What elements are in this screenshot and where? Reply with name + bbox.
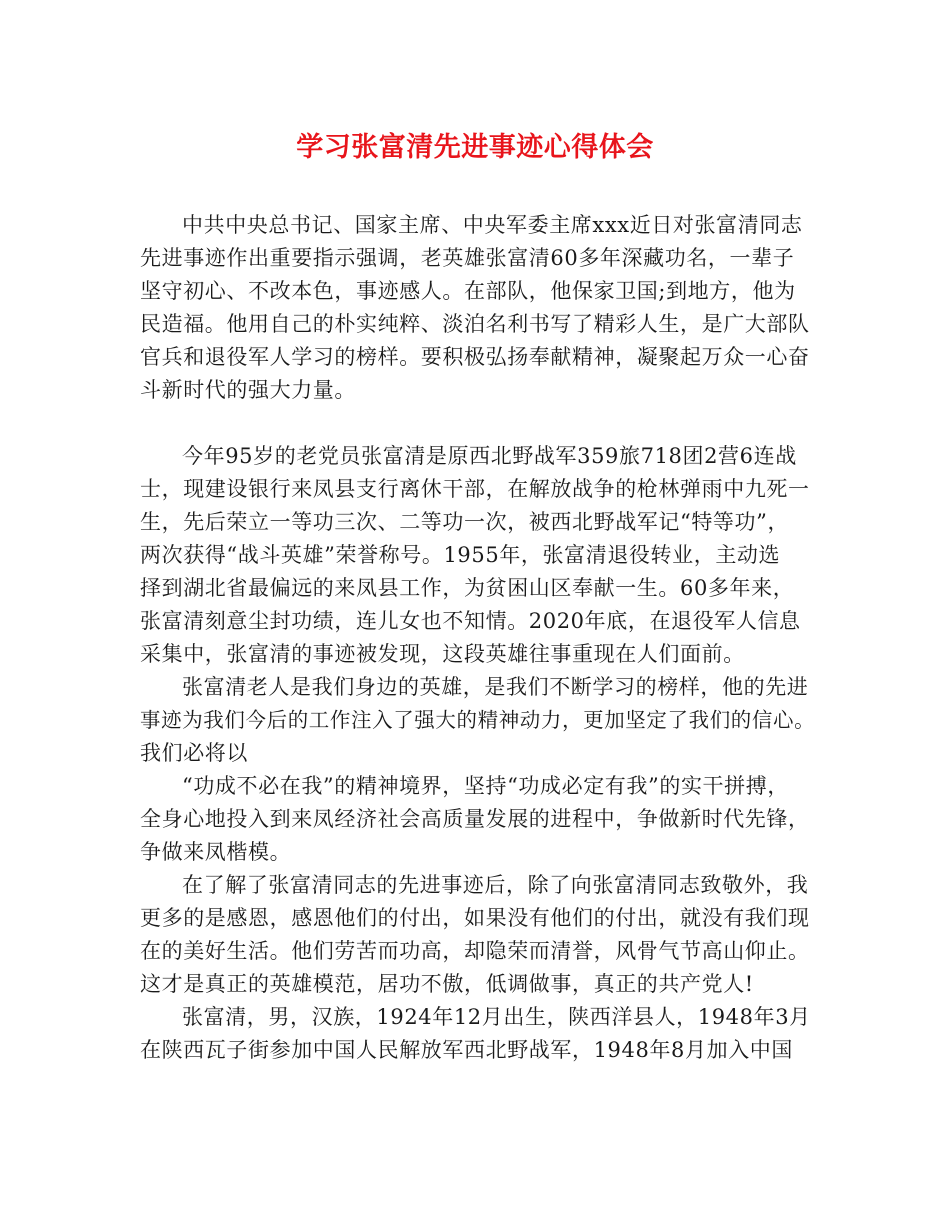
paragraph-line: 张富清刻意尘封功绩，连儿女也不知情。2020年底，在退役军人信息 xyxy=(140,609,801,633)
paragraph-line: 择到湖北省最偏远的来凤县工作，为贫困山区奉献一生。60多年来， xyxy=(140,576,795,600)
document-title: 学习张富清先进事迹心得体会 xyxy=(296,132,654,163)
paragraph-line: 在陕西瓦子街参加中国人民解放军西北野战军，1948年8月加入中国 xyxy=(140,1038,794,1062)
paragraph-line: 在的美好生活。他们劳苦而功高，却隐荣而清誉，风骨气节高山仰止。 xyxy=(140,939,810,963)
paragraph-line: 这才是真正的英雄模范，居功不傲，低调做事，真正的共产党人! xyxy=(140,972,754,996)
paragraph-line: 在了解了张富清同志的先进事迹后，除了向张富清同志致敬外，我 xyxy=(182,873,809,897)
paragraph-line: “功成不必在我”的精神境界，坚持“功成必定有我”的实干拼搏， xyxy=(182,774,789,798)
paragraph-line: 张富清，男，汉族，1924年12月出生，陕西洋县人，1948年3月 xyxy=(182,1005,811,1029)
paragraph-line: 今年95岁的老党员张富清是原西北野战军359旅718团2营6连战 xyxy=(182,444,797,468)
paragraph-line: 生，先后荣立一等功三次、二等功一次，被西北野战军记“特等功”， xyxy=(140,510,790,534)
paragraph-line: 全身心地投入到来凤经济社会高质量发展的进程中，争做新时代先锋， xyxy=(140,807,810,831)
paragraph-line: 坚守初心、不改本色，事迹感人。在部队，他保家卫国;到地方，他为 xyxy=(140,279,796,303)
paragraph-line: 先进事迹作出重要指示强调，老英雄张富清60多年深藏功名，一辈子 xyxy=(140,246,795,270)
paragraph-line: 张富清老人是我们身边的英雄，是我们不断学习的榜样，他的先进 xyxy=(182,675,809,699)
paragraph-line: 我们必将以 xyxy=(140,741,248,765)
paragraph-line: 两次获得“战斗英雄”荣誉称号。1955年，张富清退役转业，主动选 xyxy=(140,543,781,567)
paragraph-line: 民造福。他用自己的朴实纯粹、淡泊名利书写了精彩人生，是广大部队 xyxy=(140,312,810,336)
paragraph-line: 争做来凤楷模。 xyxy=(140,840,292,864)
paragraph-line: 斗新时代的强大力量。 xyxy=(140,378,356,402)
paragraph-line: 中共中央总书记、国家主席、中央军委主席xxx近日对张富清同志 xyxy=(182,213,803,237)
paragraph-line: 士，现建设银行来凤县支行离休干部，在解放战争的枪林弹雨中九死一 xyxy=(140,477,810,501)
paragraph-line: 更多的是感恩，感恩他们的付出，如果没有他们的付出，就没有我们现 xyxy=(140,906,810,930)
paragraph-line: 采集中，张富清的事迹被发现，这段英雄往事重现在人们面前。 xyxy=(140,642,745,666)
paragraph-line: 事迹为我们今后的工作注入了强大的精神动力，更加坚定了我们的信心。 xyxy=(140,708,816,732)
paragraph-line: 官兵和退役军人学习的榜样。要积极弘扬奉献精神，凝聚起万众一心奋 xyxy=(140,345,810,369)
